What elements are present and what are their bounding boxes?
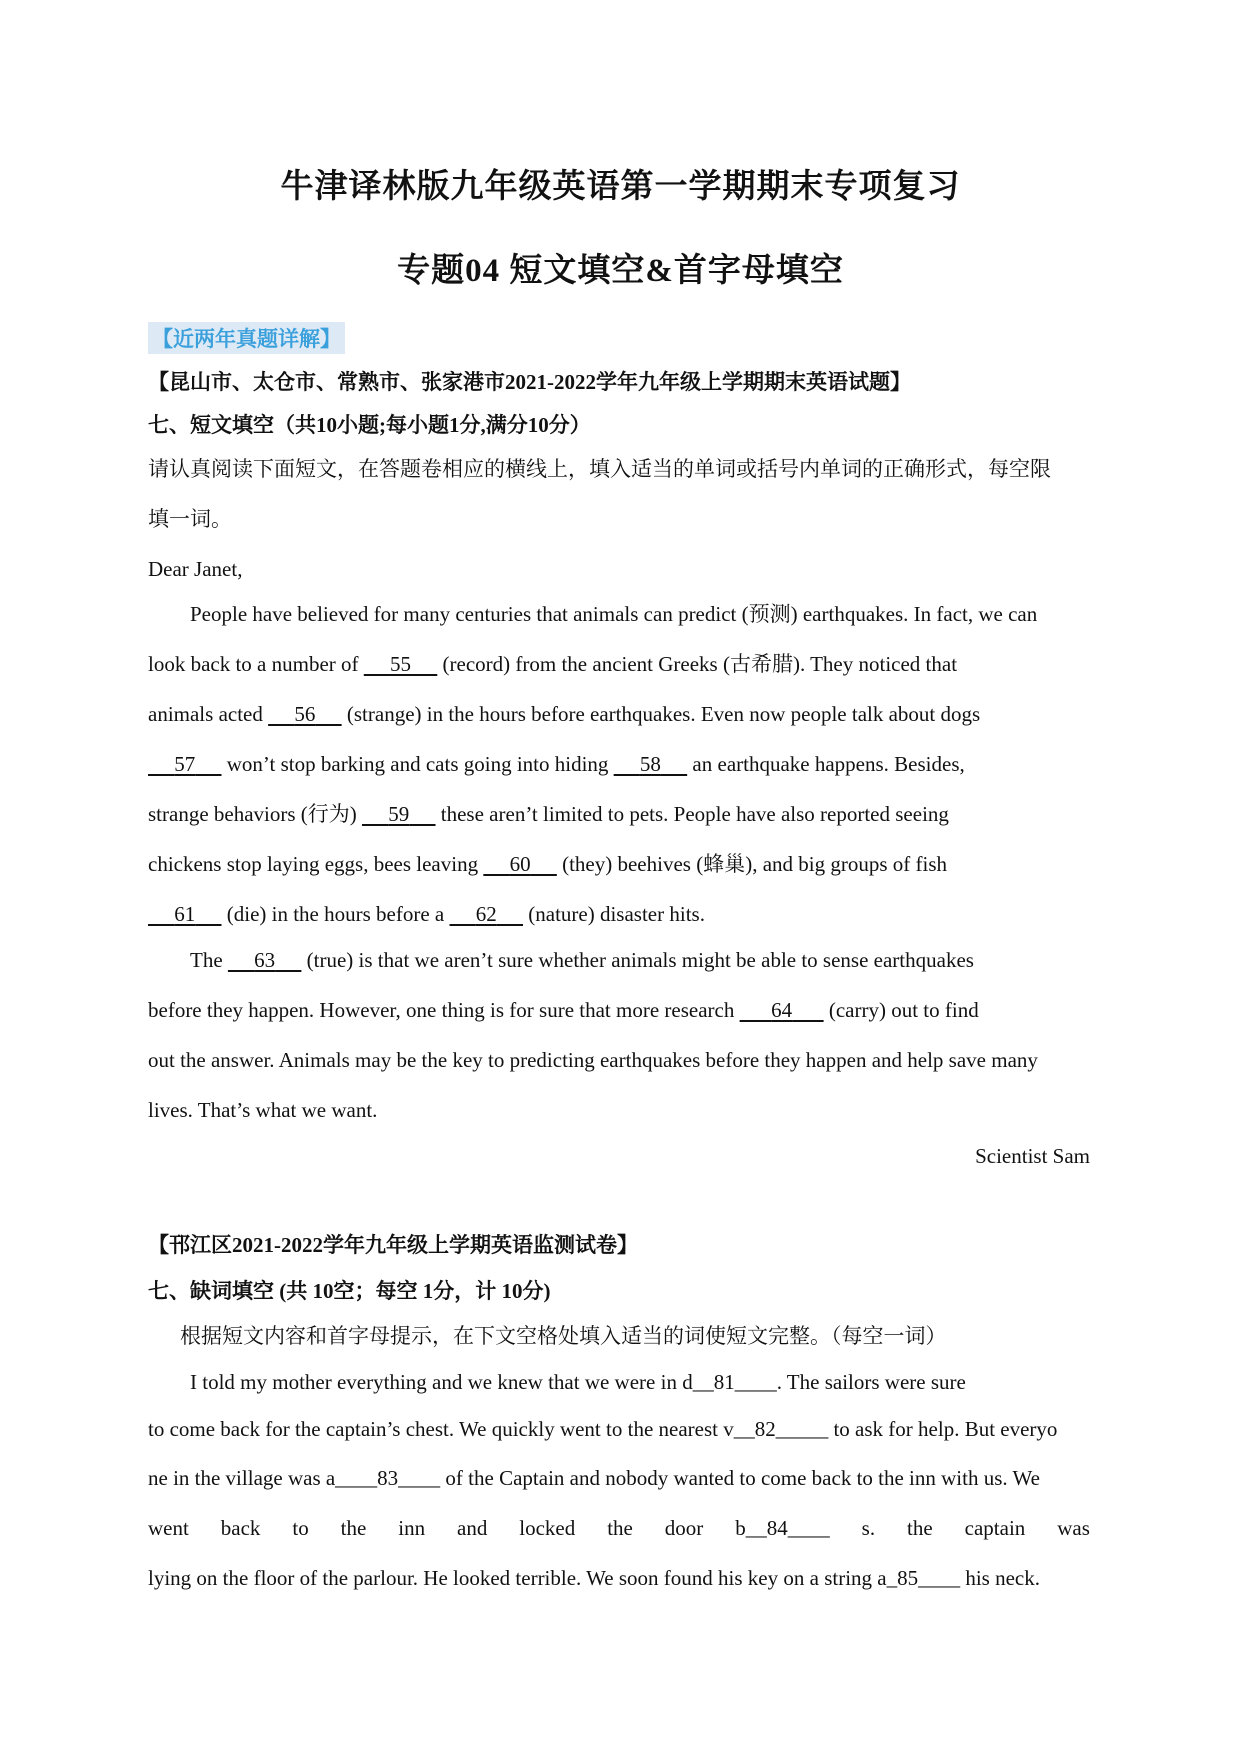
word: b__84____ bbox=[735, 1516, 830, 1540]
text-segment: (nature) disaster hits. bbox=[523, 902, 705, 926]
text-segment: (true) is that we aren’t sure whether animals might be able to sense earthquakes bbox=[301, 948, 974, 972]
word: the bbox=[607, 1516, 633, 1540]
word: the bbox=[340, 1516, 367, 1540]
text-segment: chickens stop laying eggs, bees leaving bbox=[148, 852, 484, 876]
text-segment: (record) from the ancient Greeks (古希腊). They noticed that bbox=[437, 652, 958, 676]
passage1-line8 bbox=[148, 946, 974, 974]
passage1-line6 bbox=[148, 850, 947, 878]
passage1-line7 bbox=[148, 900, 705, 928]
word: was bbox=[1057, 1516, 1090, 1540]
word: s. bbox=[861, 1516, 876, 1540]
word: door bbox=[664, 1516, 704, 1540]
section1-heading: 七、短文填空（共10小题;每小题1分,满分10分） bbox=[148, 413, 591, 437]
document-subtitle: 专题04 短文填空&首字母填空 bbox=[397, 253, 844, 289]
text-segment: (strange) in the hours before earthquakes. Even now people talk about dogs bbox=[341, 702, 981, 726]
section2-heading: 七、缺词填空 (共 10空；每空 1分，计 10分) bbox=[148, 1279, 551, 1303]
text-segment: (die) in the hours before a bbox=[221, 902, 450, 926]
word: and bbox=[457, 1516, 488, 1540]
passage1-line3 bbox=[148, 700, 980, 728]
text-segment: look back to a number of bbox=[148, 652, 364, 676]
passage1-line9 bbox=[148, 996, 979, 1024]
text-segment: won’t stop barking and cats going into hiding bbox=[221, 752, 614, 776]
blank-61: 61 bbox=[174, 902, 196, 926]
section2-instruction: 根据短文内容和首字母提示，在下文空格处填入适当的词使短文完整。（每空一词） bbox=[180, 1324, 947, 1348]
text-segment: The bbox=[190, 948, 228, 972]
text-segment: before they happen. However, one thing is for sure that more research bbox=[148, 998, 740, 1022]
blank-63: 63 bbox=[254, 948, 276, 972]
passage1-line10: out the answer. Animals may be the key to predicting earthquakes before they happen and help save many bbox=[148, 1048, 1038, 1072]
passage2-line2: to come back for the captain’s chest. We quickly went to the nearest v__82_____ to ask for help. But everyo bbox=[148, 1417, 1058, 1441]
section-tag: 【近两年真题详解】 bbox=[148, 322, 345, 354]
passage1-line2 bbox=[148, 650, 957, 678]
blank-57: 57 bbox=[174, 752, 196, 776]
section2-source: 【邗江区2021-2022学年九年级上学期英语监测试卷】 bbox=[148, 1233, 638, 1257]
passage2-line3: ne in the village was a____83____ of the Captain and nobody wanted to come back to the inn with us. We bbox=[148, 1466, 1040, 1490]
letter-greeting: Dear Janet, bbox=[148, 557, 243, 581]
text-segment: strange behaviors (行为) bbox=[148, 802, 363, 826]
text-segment: an earthquake happens. Besides, bbox=[687, 752, 965, 776]
passage1-line4 bbox=[148, 750, 965, 778]
blank-55: 55 bbox=[390, 652, 412, 676]
blank-62: 62 bbox=[475, 902, 497, 926]
word: captain bbox=[964, 1516, 1026, 1540]
text-segment: animals acted bbox=[148, 702, 269, 726]
passage2-line4 bbox=[148, 1514, 1090, 1542]
blank-58: 58 bbox=[639, 752, 661, 776]
blank-60: 60 bbox=[509, 852, 531, 876]
word: to bbox=[292, 1516, 309, 1540]
blank-64: 64 bbox=[771, 998, 793, 1022]
blank-56: 56 bbox=[294, 702, 316, 726]
word: the bbox=[907, 1516, 933, 1540]
word: inn bbox=[398, 1516, 426, 1540]
passage1-line11: lives. That’s what we want. bbox=[148, 1098, 378, 1122]
blank-59: 59 bbox=[388, 802, 410, 826]
passage2-line5: lying on the floor of the parlour. He looked terrible. We soon found his key on a string a_85____ his neck. bbox=[148, 1566, 1040, 1590]
text-segment: (carry) out to find bbox=[823, 998, 979, 1022]
text-segment: these aren’t limited to pets. People have also reported seeing bbox=[435, 802, 949, 826]
passage1-line5 bbox=[148, 800, 949, 828]
section1-instruction-line2: 填一词。 bbox=[148, 507, 232, 531]
passage1-line1: People have believed for many centuries that animals can predict (预测) earthquakes. In fact, we can bbox=[190, 602, 1038, 626]
word: went bbox=[148, 1516, 189, 1540]
word: locked bbox=[519, 1516, 576, 1540]
section1-source: 【昆山市、太仓市、常熟市、张家港市2021-2022学年九年级上学期期末英语试题】 bbox=[148, 370, 911, 394]
letter-signature: Scientist Sam bbox=[975, 1144, 1090, 1168]
text-segment: (they) beehives (蜂巢), and big groups of fish bbox=[556, 852, 948, 876]
document-title: 牛津译林版九年级英语第一学期期末专项复习 bbox=[280, 169, 961, 205]
passage2-line1: I told my mother everything and we knew that we were in d__81____. The sailors were sure bbox=[190, 1370, 966, 1394]
word: back bbox=[220, 1516, 261, 1540]
section1-instruction-line1: 请认真阅读下面短文，在答题卷相应的横线上，填入适当的单词或括号内单词的正确形式，每空限 bbox=[148, 457, 1051, 481]
